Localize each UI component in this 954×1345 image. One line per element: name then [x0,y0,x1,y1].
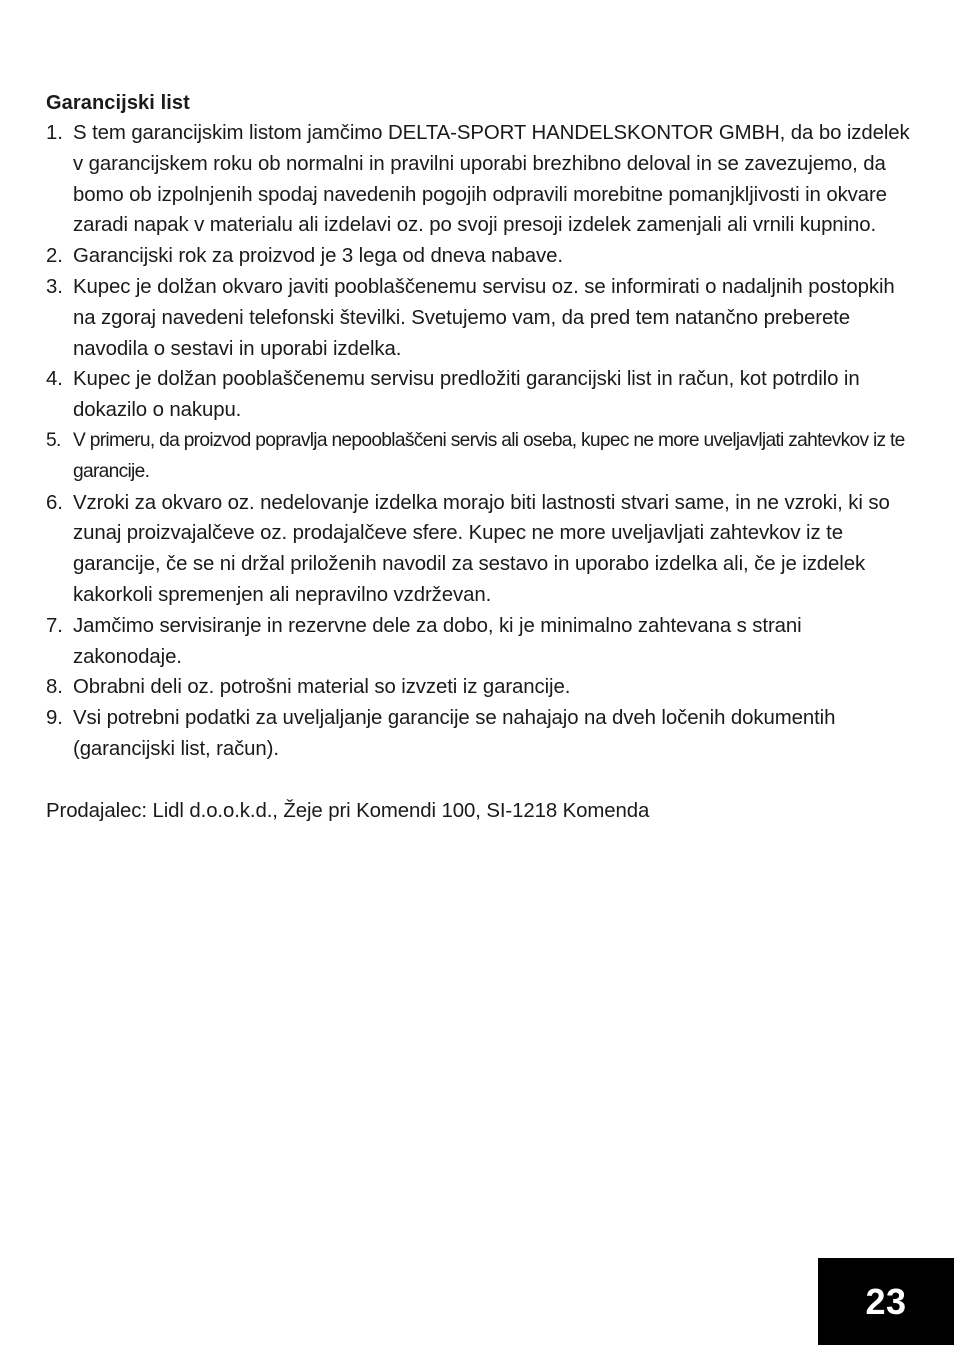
clause-text: Obrabni deli oz. potrošni material so izvzeti iz garancije. [73,676,571,699]
clause-5 [46,426,912,488]
clause-number: 9. [46,707,63,730]
clause-text: S tem garancijskim listom jamčimo DELTA-SPORT HANDELSKONTOR GMBH, da bo izdelek v garancijskem roku ob normalni in pravilni uporabi brezhibno deloval in se zavezujemo, da bomo ob izpolnjenih spodaj navedenih pogojih odpravili morebitne pomanjkljivosti in okvare zaradi napak v materialu ali izdelavi oz. po svoji presoji izdelek zamenjali ali vrnili kupnino. [73,122,910,237]
clause-number: 3. [46,275,63,298]
clause-text: Vsi potrebni podatki za uveljaljanje garancije se nahajajo na dveh ločenih dokumentih (garancijski list, račun). [73,707,836,760]
clause-text: Jamčimo servisiranje in rezervne dele za dobo, ki je minimalno zahtevana s strani zakonodaje. [73,614,802,668]
clause-list [46,118,912,765]
clause-number: 6. [46,491,63,514]
clause-7 [46,611,912,673]
clause-text: Kupec je dolžan pooblaščenemu servisu predložiti garancijski list in račun, kot potrdilo in dokazilo o nakupu. [73,368,860,422]
clause-3 [46,272,912,364]
clause-text: V primeru, da proizvod popravlja nepooblaščeni servis ali oseba, kupec ne more uveljavljati zahtevkov iz te garancije. [73,429,905,482]
clause-1 [46,118,912,241]
clause-6 [46,488,912,611]
document-title: Garancijski list [46,92,190,114]
clause-number: 4. [46,368,63,391]
seller-info: Prodajalec: Lidl d.o.o.k.d., Žeje pri Komendi 100, SI-1218 Komenda [46,799,650,822]
clause-number: 5. [46,429,61,451]
clause-number: 2. [46,245,63,268]
clause-text: Garancijski rok za proizvod je 3 lega od dneva nabave. [73,245,563,268]
clause-number: 7. [46,614,63,637]
clause-number: 8. [46,676,63,699]
clause-4 [46,364,912,426]
page-number-badge: 23 [818,1258,954,1345]
clause-9 [46,703,912,765]
clause-text: Kupec je dolžan okvaro javiti pooblaščenemu servisu oz. se informirati o nadaljnih postopkih na zgoraj navedeni telefonski številki. Svetujemo vam, da pred tem natančno preberete navodila o sestavi in uporabi izdelka. [73,275,895,360]
clause-number: 1. [46,122,63,144]
warranty-document [46,88,912,827]
clause-8 [46,672,912,703]
clause-2 [46,241,912,272]
clause-text: Vzroki za okvaro oz. nedelovanje izdelka morajo biti lastnosti stvari same, in ne vzroki, ki so zunaj proizvajalčeve oz. prodajalčeve sfere. Kupec ne more uveljavljati zahtevkov iz te garancije, če se ni držal priloženih navodil za sestavo in uporabo izdelka ali, če je izdelek kakorkoli spremenjen ali nepravilno vzdrževan. [73,491,890,606]
